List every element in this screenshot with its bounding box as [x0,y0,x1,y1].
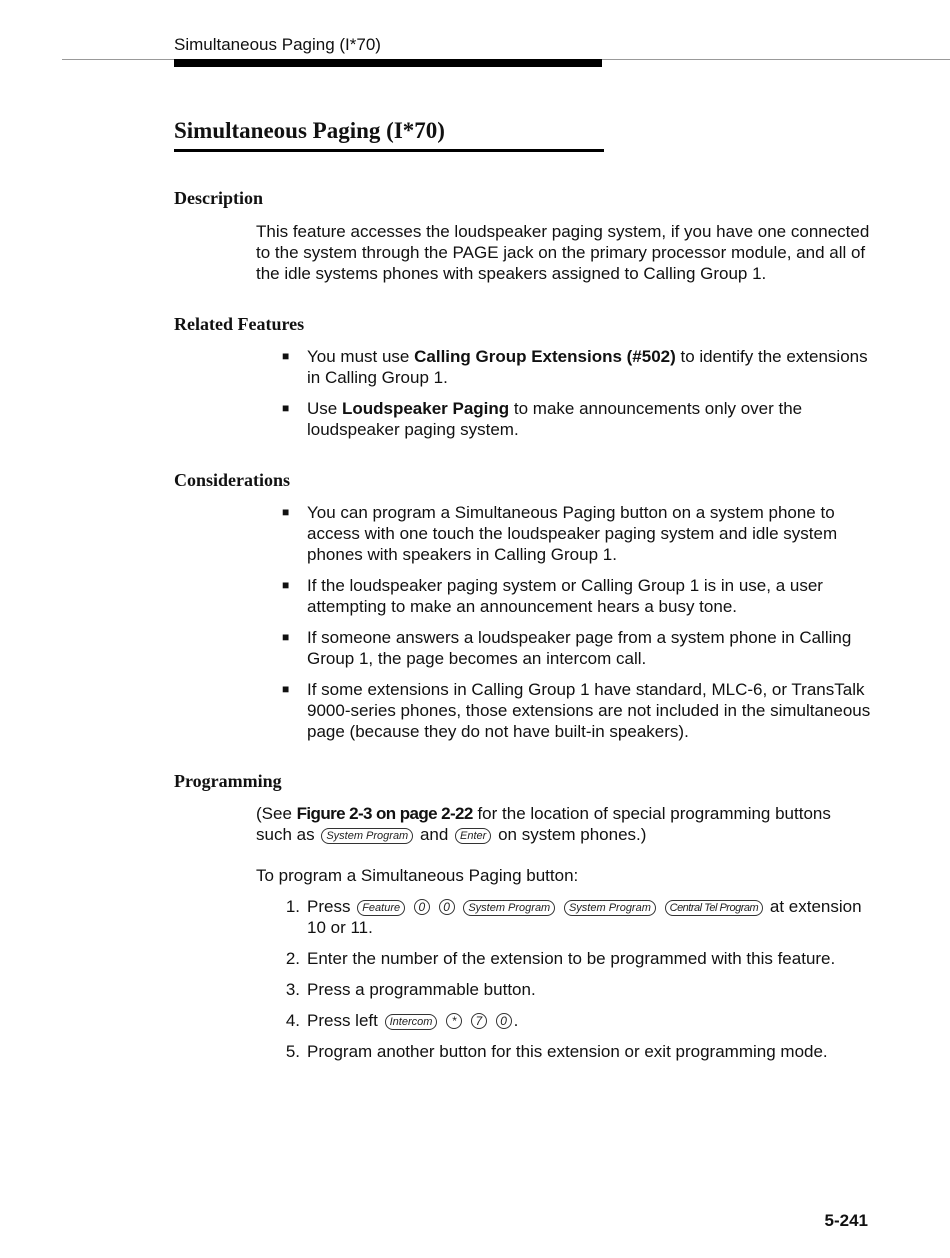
list-item: ■ If some extensions in Calling Group 1 have standard, MLC-6, or TransTalk 9000-series phones, those extensions are not included in the simultaneous page (because they do not have built-in speakers). [282,680,871,741]
zero-key: 0 [496,1013,512,1029]
programming-steps [256,896,871,1072]
step-item: 3. Press a programmable button. [285,980,536,999]
intercom-key: Intercom [385,1014,438,1030]
programming-see-note: (See Figure 2-3 on page 2-22 for the location of special programming buttons such as System Program and Enter on system phones.) [256,804,831,844]
system-program-key: System Program [463,900,555,916]
feature-link-loudspeaker-paging: Loudspeaker Paging [341,399,510,418]
star-key: * [446,1013,462,1029]
system-program-key: System Program [321,828,413,844]
page-title: Simultaneous Paging (I*70) [174,118,445,143]
list-item: ■ You can program a Simultaneous Paging button on a system phone to access with one touch the loudspeaker paging system and idle system phones with speakers in Calling Group 1. [282,503,838,564]
related-features-list [256,346,871,450]
running-title: Simultaneous Paging (I*70) [174,35,381,54]
enter-key: Enter [455,828,491,844]
seven-key: 7 [471,1013,487,1029]
figure-reference: Figure 2-3 on page 2-22 [296,804,473,823]
step-item: 2. Enter the number of the extension to be programmed with this feature. [285,949,836,968]
description-heading: Description [174,188,263,208]
zero-key: 0 [414,899,430,915]
list-item: ■ Use Loudspeaker Paging to make announcements only over the loudspeaker paging system. [282,399,803,439]
bullet-icon: ■ [282,505,290,519]
step-item: 5. Program another button for this extension or exit programming mode. [285,1042,828,1061]
feature-link-calling-group-extensions: Calling Group Extensions (#502) [414,347,676,366]
related-features-heading: Related Features [174,314,305,334]
considerations-heading: Considerations [174,470,291,490]
system-program-key: System Program [564,900,656,916]
step-item: 4. Press left Intercom * 7 0 . [285,1011,519,1030]
list-item: ■ You must use Calling Group Extensions (#502) to identify the extensions in Calling Group 1. [282,347,868,387]
bullet-icon: ■ [282,578,290,592]
central-tel-program-key: Central Tel Program [665,900,764,916]
description-text: This feature accesses the loudspeaker paging system, if you have one connected to the system through the PAGE jack on the primary processor module, and all of the idle systems phones with speakers assigned to Calling Group 1. [256,222,870,283]
bullet-icon: ■ [282,630,290,644]
feature-key: Feature [357,900,405,916]
bullet-icon: ■ [282,349,290,363]
step-item: 1. Press Feature 0 0 System Program System Program Central Tel Program at extension 10 or 11. [285,897,862,937]
bullet-icon: ■ [282,401,290,415]
title-underline [174,149,604,152]
programming-heading: Programming [174,771,282,791]
programming-intro: To program a Simultaneous Paging button: [256,866,579,885]
list-item: ■ If the loudspeaker paging system or Calling Group 1 is in use, a user attempting to make an announcement hears a busy tone. [282,576,823,616]
list-item: ■ If someone answers a loudspeaker page from a system phone in Calling Group 1, the page becomes an intercom call. [282,628,852,668]
bullet-icon: ■ [282,682,290,696]
page-number: 5-241 [824,1211,868,1230]
considerations-list [256,502,871,752]
header-bar [174,59,602,67]
zero-key: 0 [439,899,455,915]
